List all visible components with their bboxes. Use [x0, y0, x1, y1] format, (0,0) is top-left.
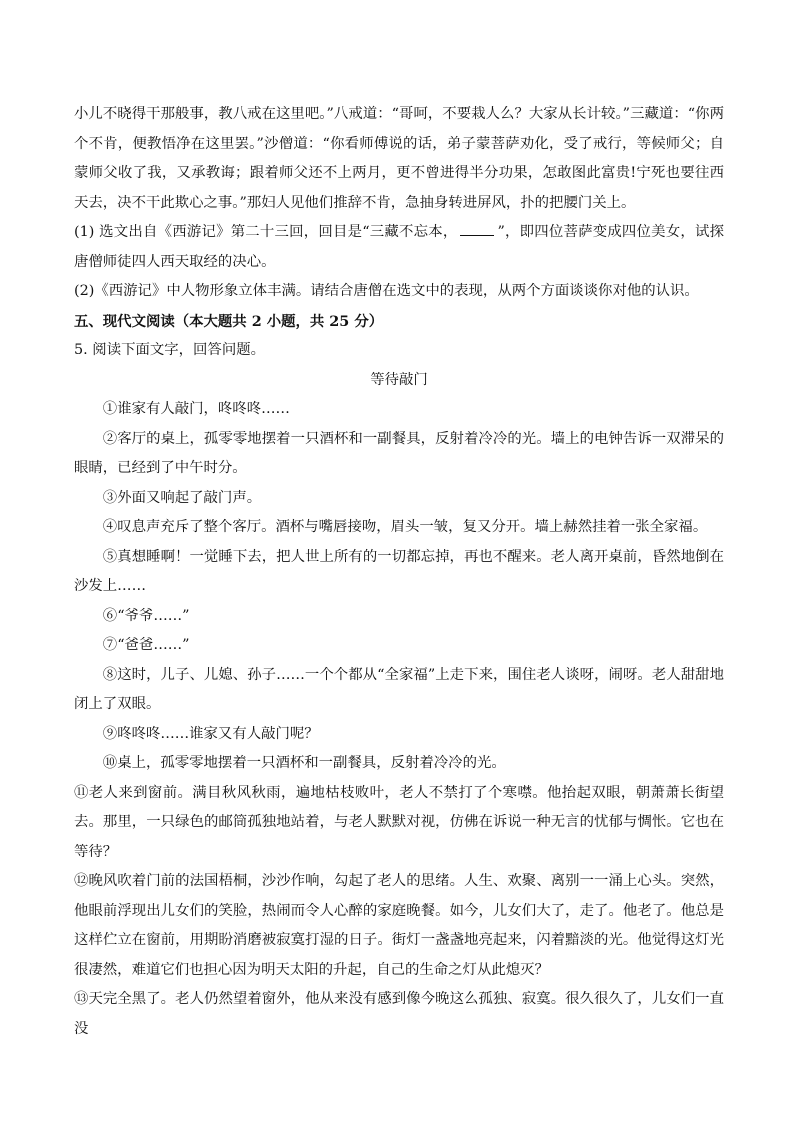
document-page [74, 100, 724, 1044]
paragraph: ⑫晚风吹着门前的法国梧桐，沙沙作响，勾起了老人的思绪。人生、欢聚、离别一一涌上心头。突然，他眼前浮现出儿女们的笑脸，热闹而令人心醉的家庭晚餐。如今，儿女们大了，走了。他老了。他总是这样伫立在窗前，用期盼消磨被寂寞打湿的日子。街灯一盏盏地亮起来，闪着黯淡的光。他觉得这灯光很凄然，难道它们也担心因为明天太阳的升起，自己的生命之灯从此熄灭？ [74, 873, 724, 978]
question-1 [74, 218, 724, 277]
paragraph: ⑧这时，儿子、儿媳、孙子……一个个都从“全家福”上走下来，围住老人谈呀，闹呀。老人甜甜地闭上了双眼。 [74, 666, 724, 712]
question-5: 5. 阅读下面文字，回答问题。 [74, 342, 265, 358]
paragraph: ⑤真想睡啊！一觉睡下去，把人世上所有的一切都忘掉，再也不醒来。老人离开桌前，昏然地倒在沙发上…… [74, 548, 724, 594]
paragraph: ②客厅的桌上，孤零零地摆着一只酒杯和一副餐具，反射着冷冷的光。墙上的电钟告诉一双滞呆的眼睛，已经到了中午时分。 [74, 430, 724, 476]
paragraph: ⑬天完全黑了。老人仍然望着窗外，他从来没有感到像今晚这么孤独、寂寞。很久很久了，儿女们一直没 [74, 991, 724, 1037]
answer-blank [460, 221, 494, 236]
question-2: (2)《西游记》中人物形象立体丰满。请结合唐僧在选文中的表现，从两个方面谈谈你对他的认识。 [74, 283, 699, 299]
paragraph: ⑥“爷爷……” [102, 607, 190, 624]
article-title: 等待敲门 [370, 371, 428, 388]
paragraph: ⑨咚咚咚……谁家又有人敲门呢？ [102, 725, 319, 742]
paragraph: ⑦“爸爸……” [102, 637, 190, 653]
question-1-text-after: ”，即四位菩萨变成四位美女，试探唐僧师徒四人西天取经的决心。 [74, 224, 724, 270]
paragraph: ③外面又响起了敲门声。 [102, 489, 262, 506]
question-1-text-before: (1) 选文出自《西游记》第二十三回，回目是“三藏不忘本， [74, 224, 458, 240]
section-heading: 五、现代文阅读（本大题共 2 小题，共 25 分） [74, 312, 384, 330]
paragraph: ①谁家有人敲门，咚咚咚…… [102, 401, 290, 417]
paragraph: ⑩桌上，孤零零地摆着一只酒杯和一副餐具，反射着冷冷的光。 [102, 755, 506, 771]
passage-excerpt: 小儿不晓得干那般事，教八戒在这里吧。”八戒道：“哥呵，不要栽人么？大家从长计较。”三藏道：“你两个不肯，便教悟净在这里罢。”沙僧道：“你看师傅说的话，弟子蒙菩萨劝化，受了戒行，等候师父；自蒙师父收了我，又承教诲；跟着师父还不上两月，更不曾进得半分功果，怎敢图此富贵!宁死也要往西天去，决不干此欺心之事。”那妇人见他们推辞不肯，急抽身转进屏风，扑的把腰门关上。 [74, 106, 724, 211]
paragraph: ④叹息声充斥了整个客厅。酒杯与嘴唇接吻，眉头一皱，复又分开。墙上赫然挂着一张全家福。 [102, 519, 708, 535]
paragraph: ⑪老人来到窗前。满目秋风秋雨，遍地枯枝败叶，老人不禁打了个寒噤。他抬起双眼，朝萧萧长街望去。那里，一只绿色的邮筒孤独地站着，与老人默默对视，仿佛在诉说一种无言的忧郁与惆怅。它也在等待？ [74, 784, 724, 860]
